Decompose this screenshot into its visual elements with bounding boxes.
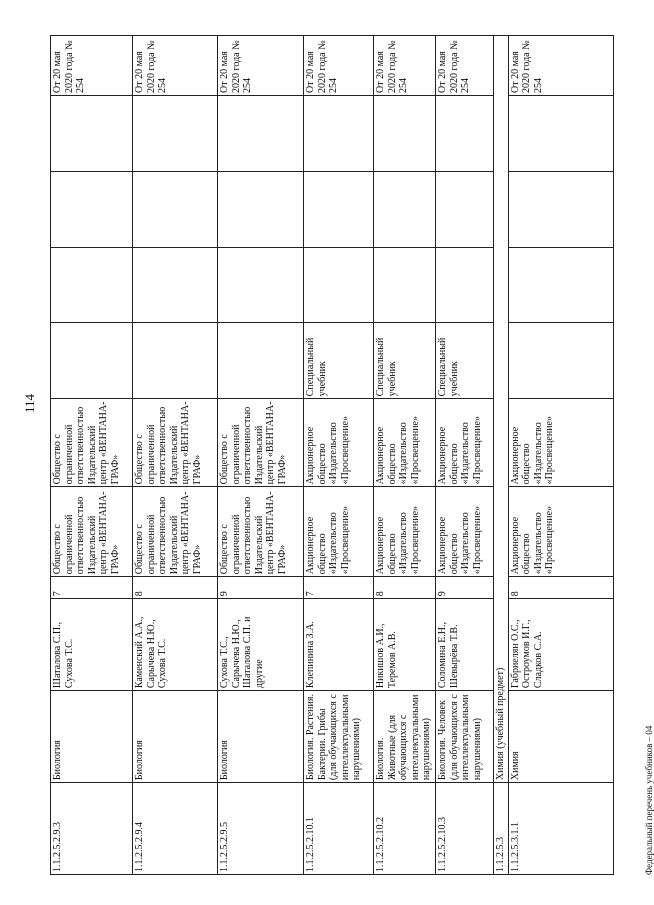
code-cell: 1.1.2.5.3.1.1 bbox=[508, 783, 613, 875]
note-cell: Специальный учебник bbox=[374, 323, 436, 399]
note-cell bbox=[51, 323, 133, 399]
order-cell: От 20 мая 2020 года № 254 bbox=[436, 36, 494, 96]
holder-cell: Общество с ограниченной ответственностью Издательский центр «ВЕНТАНА-ГРАФ» bbox=[133, 399, 218, 487]
subject-cell: Химия bbox=[508, 691, 613, 783]
empty-cell bbox=[51, 171, 133, 247]
table-row bbox=[51, 36, 133, 875]
table-row bbox=[218, 36, 304, 875]
note-cell: Специальный учебник bbox=[436, 323, 494, 399]
empty-cell bbox=[374, 247, 436, 323]
grade-cell: 7 bbox=[51, 577, 133, 599]
empty-cell bbox=[374, 95, 436, 171]
authors-cell: Никишов А.И., Теремов А.В. bbox=[374, 599, 436, 691]
empty-cell bbox=[133, 95, 218, 171]
publisher-cell: Общество с ограниченной ответственностью Издательский центр «ВЕНТАНА-ГРАФ» bbox=[218, 487, 304, 577]
code-cell: 1.1.2.5.2.10.2 bbox=[374, 783, 436, 875]
order-cell: От 20 мая 2020 года № 254 bbox=[304, 36, 374, 96]
empty-cell bbox=[51, 247, 133, 323]
subject-cell: Биология bbox=[218, 691, 304, 783]
subject-cell: Биология. Растения. Бактерии. Грибы (для обучающихся с интеллектуальными нарушениями) bbox=[304, 691, 374, 783]
empty-cell bbox=[436, 247, 494, 323]
textbook-list-table bbox=[50, 35, 614, 875]
authors-cell: Габриелян О.С., Остроумов И.Г., Сладков С.А. bbox=[508, 599, 613, 691]
publisher-cell: Общество с ограниченной ответственностью Издательский центр «ВЕНТАНА-ГРАФ» bbox=[51, 487, 133, 577]
subject-cell: Биология bbox=[133, 691, 218, 783]
code-cell: 1.1.2.5.2.10.3 bbox=[436, 783, 494, 875]
holder-cell: Акционерное общество «Издательство «Просвещение» bbox=[508, 399, 613, 487]
empty-cell bbox=[508, 171, 613, 247]
empty-cell bbox=[508, 95, 613, 171]
grade-cell: 7 bbox=[304, 577, 374, 599]
authors-cell: Соломина Е.Н., Шевырёва Т.В. bbox=[436, 599, 494, 691]
empty-cell bbox=[304, 247, 374, 323]
empty-cell bbox=[436, 171, 494, 247]
code-cell: 1.1.2.5.2.9.3 bbox=[51, 783, 133, 875]
section-row bbox=[494, 36, 509, 875]
empty-cell bbox=[218, 171, 304, 247]
grade-cell: 9 bbox=[436, 577, 494, 599]
holder-cell: Акционерное общество «Издательство «Просвещение» bbox=[374, 399, 436, 487]
note-cell bbox=[508, 323, 613, 399]
code-cell: 1.1.2.5.2.10.1 bbox=[304, 783, 374, 875]
publisher-cell: Общество с ограниченной ответственностью Издательский центр «ВЕНТАНА-ГРАФ» bbox=[133, 487, 218, 577]
table-row bbox=[304, 36, 374, 875]
code-cell: 1.1.2.5.2.9.5 bbox=[218, 783, 304, 875]
note-cell: Специальный учебник bbox=[304, 323, 374, 399]
order-cell: От 20 мая 2020 года № 254 bbox=[51, 36, 133, 96]
subject-cell: Биология bbox=[51, 691, 133, 783]
authors-cell: Каменский А.А., Сарычева Н.Ю., Сухова Т.С. bbox=[133, 599, 218, 691]
grade-cell: 9 bbox=[218, 577, 304, 599]
holder-cell: Общество с ограниченной ответственностью Издательский центр «ВЕНТАНА-ГРАФ» bbox=[51, 399, 133, 487]
publisher-cell: Акционерное общество «Издательство «Просвещение» bbox=[374, 487, 436, 577]
publisher-cell: Акционерное общество «Издательство «Просвещение» bbox=[508, 487, 613, 577]
order-cell: От 20 мая 2020 года № 254 bbox=[133, 36, 218, 96]
table-row bbox=[374, 36, 436, 875]
section-code-cell: 1.1.2.5.3 bbox=[494, 783, 509, 875]
empty-cell bbox=[374, 171, 436, 247]
footer-text: Федеральный перечень учебников – 04 bbox=[644, 725, 654, 875]
rotated-content bbox=[22, 35, 654, 875]
note-cell bbox=[133, 323, 218, 399]
authors-cell: Шаталова С.П., Сухова Т.С. bbox=[51, 599, 133, 691]
empty-cell bbox=[508, 247, 613, 323]
authors-cell: Сухова Т.С., Сарычева Н.Ю., Шаталова С.П. и другие bbox=[218, 599, 304, 691]
order-cell: От 20 мая 2020 года № 254 bbox=[218, 36, 304, 96]
table-row bbox=[436, 36, 494, 875]
holder-cell: Общество с ограниченной ответственностью Издательский центр «ВЕНТАНА-ГРАФ» bbox=[218, 399, 304, 487]
subject-cell: Биология. Животные (для обучающихся с интеллектуальными нарушениями) bbox=[374, 691, 436, 783]
section-title-cell: Химия (учебный предмет) bbox=[494, 36, 509, 783]
empty-cell bbox=[218, 247, 304, 323]
holder-cell: Акционерное общество «Издательство «Просвещение» bbox=[304, 399, 374, 487]
grade-cell: 8 bbox=[374, 577, 436, 599]
holder-cell: Акционерное общество «Издательство «Просвещение» bbox=[436, 399, 494, 487]
empty-cell bbox=[51, 95, 133, 171]
empty-cell bbox=[304, 95, 374, 171]
order-cell: От 20 мая 2020 года № 254 bbox=[508, 36, 613, 96]
table-row bbox=[508, 36, 613, 875]
publisher-cell: Акционерное общество «Издательство «Просвещение» bbox=[436, 487, 494, 577]
empty-cell bbox=[133, 171, 218, 247]
empty-cell bbox=[133, 247, 218, 323]
authors-cell: Клепинина З.А. bbox=[304, 599, 374, 691]
order-cell: От 20 мая 2020 года № 254 bbox=[374, 36, 436, 96]
table-row bbox=[133, 36, 218, 875]
page-number: 114 bbox=[22, 393, 37, 413]
empty-cell bbox=[436, 95, 494, 171]
grade-cell: 8 bbox=[133, 577, 218, 599]
empty-cell bbox=[304, 171, 374, 247]
subject-cell: Биология. Человек (для обучающихся с интеллектуальными нарушениями) bbox=[436, 691, 494, 783]
empty-cell bbox=[218, 95, 304, 171]
code-cell: 1.1.2.5.2.9.4 bbox=[133, 783, 218, 875]
note-cell bbox=[218, 323, 304, 399]
grade-cell: 8 bbox=[508, 577, 613, 599]
publisher-cell: Акционерное общество «Издательство «Просвещение» bbox=[304, 487, 374, 577]
